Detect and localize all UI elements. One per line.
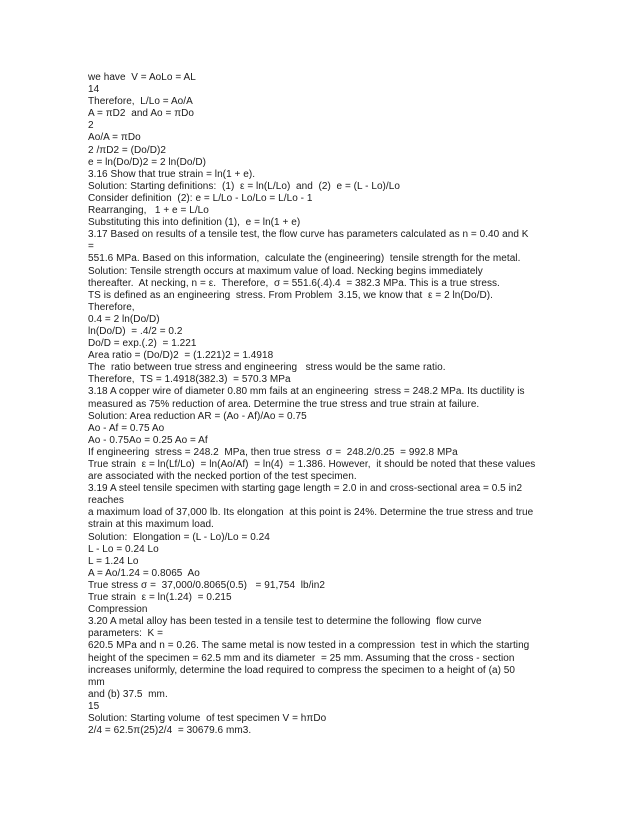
document-body-text <box>88 72 558 737</box>
text-line: 3.17 Based on results of a tensile test, the flow curve has parameters calculated as n = 0.40 and K <box>88 229 529 241</box>
text-line: 3.20 A metal alloy has been tested in a tensile test to determine the following flow curve <box>88 616 482 628</box>
text-line: L - Lo = 0.24 Lo <box>88 543 159 555</box>
text-line: TS is defined as an engineering stress. From Problem 3.15, we know that ε = 2 ln(Do/D). <box>88 289 493 301</box>
text-line: are associated with the necked portion of the test specimen. <box>88 471 357 483</box>
text-line: 15 <box>88 700 100 712</box>
text-line: 620.5 MPa and n = 0.26. The same metal is now tested in a compression test in which the starting <box>88 640 530 652</box>
text-line: mm <box>88 676 105 688</box>
text-line: Solution: Elongation = (L - Lo)/Lo = 0.24 <box>88 531 270 543</box>
text-line: Solution: Area reduction AR = (Ao - Af)/Ao = 0.75 <box>88 410 307 422</box>
text-line: a maximum load of 37,000 lb. Its elongation at this point is 24%. Determine the true stress and true <box>88 507 534 519</box>
text-line: If engineering stress = 248.2 MPa, then true stress σ = 248.2/0.25 = 992.8 MPa <box>88 446 458 458</box>
text-line: Therefore, <box>88 301 135 313</box>
text-line: 14 <box>88 84 100 96</box>
text-line: A = Ao/1.24 = 0.8065 Ao <box>88 567 200 579</box>
text-line: True strain ε = ln(1.24) = 0.215 <box>88 592 232 604</box>
text-line: Solution: Starting definitions: (1) ε = ln(L/Lo) and (2) e = (L - Lo)/Lo <box>88 180 400 192</box>
text-line: Ao - 0.75Ao = 0.25 Ao = Af <box>88 434 208 446</box>
text-line: L = 1.24 Lo <box>88 555 139 567</box>
text-line: 2 /πD2 = (Do/D)2 <box>88 144 167 156</box>
text-line: Consider definition (2): e = L/Lo - Lo/Lo = L/Lo - 1 <box>88 192 313 204</box>
text-line: = <box>88 241 94 253</box>
text-line: Compression <box>88 604 148 616</box>
text-line: 3.16 Show that true strain = ln(1 + e). <box>88 168 256 180</box>
text-line: strain at this maximum load. <box>88 519 214 531</box>
text-line: 2/4 = 62.5π(25)2/4 = 30679.6 mm3. <box>88 725 252 737</box>
text-line: Substituting this into definition (1), e = ln(1 + e) <box>88 217 301 229</box>
text-line: True strain ε = ln(Lf/Lo) = ln(Ao/Af) = ln(4) = 1.386. However, it should be noted that these values <box>88 459 536 470</box>
text-line: e = ln(Do/D)2 = 2 ln(Do/D) <box>88 156 207 168</box>
text-line: and (b) 37.5 mm. <box>88 688 168 700</box>
text-line: Therefore, L/Lo = Ao/A <box>88 96 193 108</box>
text-line: The ratio between true stress and engineering stress would be the same ratio. <box>88 362 446 374</box>
text-line: A = πD2 and Ao = πDo <box>88 108 195 120</box>
text-line: increases uniformly, determine the load required to compress the specimen to a height of (a) 50 <box>88 664 516 676</box>
text-line: Solution: Starting volume of test specimen V = hπDo <box>88 712 327 724</box>
text-line: True stress σ = 37,000/0.8065(0.5) = 91,754 lb/in2 <box>88 579 325 591</box>
text-line: parameters: K = <box>88 628 163 640</box>
text-line: reaches <box>88 495 124 507</box>
text-line: we have V = AoLo = AL <box>88 72 196 83</box>
text-line: 0.4 = 2 ln(Do/D) <box>88 313 160 325</box>
text-line: 3.19 A steel tensile specimen with starting gage length = 2.0 in and cross-sectional area = 0.5 in2 <box>88 483 523 495</box>
text-line: Ao/A = πDo <box>88 132 141 144</box>
text-line: Do/D = exp.(.2) = 1.221 <box>88 338 197 350</box>
text-line: 3.18 A copper wire of diameter 0.80 mm fails at an engineering stress = 248.2 MPa. Its ductility is <box>88 386 525 398</box>
text-line: 551.6 MPa. Based on this information, calculate the (engineering) tensile strength for the metal. <box>88 253 521 265</box>
text-line: Solution: Tensile strength occurs at maximum value of load. Necking begins immediately <box>88 265 483 277</box>
text-line: Area ratio = (Do/D)2 = (1.221)2 = 1.4918 <box>88 350 274 362</box>
text-line: Therefore, TS = 1.4918(382.3) = 570.3 MPa <box>88 374 291 386</box>
text-line: height of the specimen = 62.5 mm and its diameter = 25 mm. Assuming that the cross - section <box>88 652 515 664</box>
text-line: measured as 75% reduction of area. Determine the true stress and true strain at failure. <box>88 398 480 410</box>
text-line: thereafter. At necking, n = ε. Therefore, σ = 551.6(.4).4 = 382.3 MPa. This is a true stress. <box>88 277 500 289</box>
text-line: 2 <box>88 120 94 132</box>
text-line: Rearranging, 1 + e = L/Lo <box>88 205 209 217</box>
text-line: ln(Do/D) = .4/2 = 0.2 <box>88 325 183 337</box>
text-line: Ao - Af = 0.75 Ao <box>88 422 165 434</box>
